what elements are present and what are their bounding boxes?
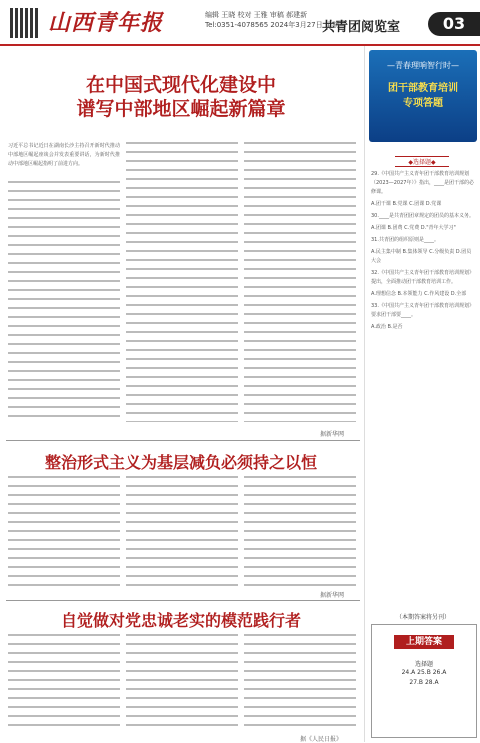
qr-code [10, 8, 40, 38]
main-content [0, 46, 362, 742]
article1-title-line2: 谱写中部地区崛起新篇章 [76, 98, 286, 120]
quiz-item: A.政治 B.是否 [371, 324, 403, 330]
quiz-item: 29.《中国共产主义青年团干部教育培训规划（2023—2027年）》指出，____是团干部的必修课。 [371, 171, 474, 195]
quiz-item: A.民主集中制 B.集体领导 C.分级负责 D.团员大会 [371, 249, 472, 264]
answers-line: 24.A 25.B 26.A [401, 669, 447, 676]
quiz-item: A.理想信念 B.本领能力 C.作风建设 D.全部 [371, 291, 467, 297]
quiz-item: A.团课 B.团费 C.党费 D."青年大学习" [371, 225, 456, 231]
article1-byline: 据新华网 [320, 431, 345, 438]
quiz-banner [369, 50, 477, 142]
quiz-item: 33.《中国共产主义青年团干部教育培训规划》要求团干部要____。 [371, 303, 474, 318]
answers-line: 27.B 28.A [409, 679, 439, 686]
editor-line: 编辑 王晓 校对 王雅 审稿 郝建新 [205, 11, 308, 19]
article3-byline: 据《人民日报》 [300, 736, 343, 743]
article2-col3 [244, 476, 356, 586]
quiz-tag: ◆选择题◆ [395, 156, 449, 167]
sidebar [364, 46, 479, 742]
divider [6, 600, 360, 601]
article3-col1 [8, 634, 120, 730]
answers-title: 上期答案 [394, 635, 454, 649]
masthead: 山西青年报 [48, 10, 164, 36]
section-title: 共青团阅览室 [322, 20, 401, 35]
quiz-item: 32.《中国共产主义青年团干部教育培训规划》提出，全面推动团干部教育培训工作。 [371, 270, 474, 285]
quiz-item: 30.____是共青团团章规定的团员的基本义务。 [371, 213, 474, 219]
article1-col2 [126, 142, 238, 422]
article3-title: 自觉做对党忠诚老实的模范践行者 [60, 611, 301, 630]
page-number: 03 [428, 12, 480, 36]
article2-col2 [126, 476, 238, 586]
previous-answers [371, 624, 477, 738]
banner-title-line1: 团干部教育培训 [388, 83, 458, 94]
banner-tagline: —青春理响智行时— [387, 61, 459, 70]
article1-col1 [8, 181, 120, 421]
quiz-item: 31.共青团的组织原则是____。 [371, 237, 439, 243]
quiz-item: A.团干课 B.党课 C.团课 D.党课 [371, 201, 442, 207]
page-header [0, 0, 480, 46]
article1-title-line1: 在中国式现代化建设中 [85, 74, 276, 96]
article2-title: 整治形式主义为基层减负必须持之以恒 [44, 453, 317, 472]
answer-note: （本期答案将另刊） [395, 614, 450, 621]
banner-title-line2: 专项答题 [403, 98, 443, 109]
article1-lead: 习近平总书记近日在湖南长沙主持召开新时代推动中部地区崛起座谈会并发表重要讲话，为新时代推动中部地区崛起指明了前进方向。 [8, 143, 120, 167]
article2-byline: 据新华网 [320, 592, 345, 599]
article3-col3 [244, 634, 356, 730]
banner-title [369, 81, 477, 111]
article3-col2 [126, 634, 238, 730]
date-line: Tel:0351-4078565 2024年3月27日 星期三 [205, 21, 346, 29]
quiz-list [371, 170, 475, 610]
article1-col3 [244, 142, 356, 422]
divider [6, 440, 360, 441]
answers-subtitle: 选择题 [414, 661, 433, 668]
article2-col1 [8, 476, 120, 586]
